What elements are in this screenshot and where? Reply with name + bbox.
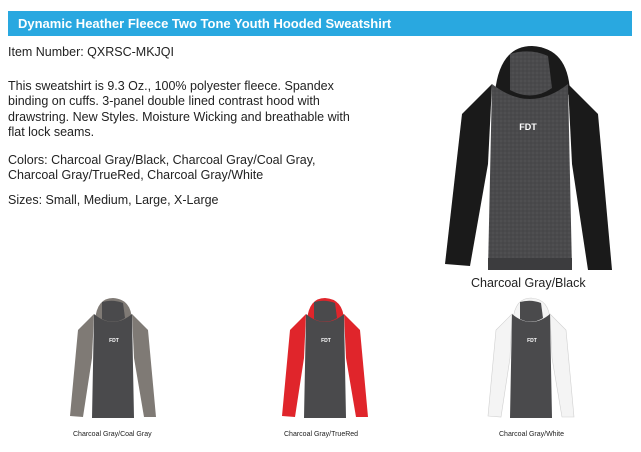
product-description: This sweatshirt is 9.3 Oz., 100% polyester fleece. Spandex binding on cuffs. 3-panel double lined contrast hood with drawstring. New Styles. Moisture Wicking and breathable with flat lock seams. <box>8 78 350 139</box>
thumbnail-truered[interactable] <box>280 296 370 426</box>
hoodie-thumb-graphic <box>280 296 370 421</box>
logo-text: FDT <box>519 122 537 132</box>
hoodie-main-graphic <box>440 44 620 274</box>
item-number: Item Number: QXRSC-MKJQI <box>8 45 174 59</box>
thumbnail-caption: Charcoal Gray/Coal Gray <box>73 431 152 438</box>
thumbnail-white[interactable] <box>486 296 576 426</box>
main-image-caption: Charcoal Gray/Black <box>471 276 586 290</box>
product-colors: Colors: Charcoal Gray/Black, Charcoal Gray/Coal Gray, Charcoal Gray/TrueRed, Charcoal Gray/White <box>8 152 316 182</box>
thumbnail-coal-gray[interactable] <box>68 296 158 426</box>
thumbnail-caption: Charcoal Gray/TrueRed <box>284 431 359 438</box>
thumbnail-caption: Charcoal Gray/White <box>499 431 564 438</box>
hoodie-thumb-graphic <box>68 296 158 421</box>
logo-text: FDT <box>527 338 537 344</box>
product-info <box>8 45 358 217</box>
main-product-image[interactable] <box>440 44 620 274</box>
hoodie-thumb-graphic <box>486 296 576 421</box>
product-title: Dynamic Heather Fleece Two Tone Youth Hooded Sweatshirt <box>8 11 632 36</box>
logo-text: FDT <box>109 338 119 344</box>
logo-text: FDT <box>321 338 331 344</box>
product-sizes: Sizes: Small, Medium, Large, X-Large <box>8 192 219 207</box>
